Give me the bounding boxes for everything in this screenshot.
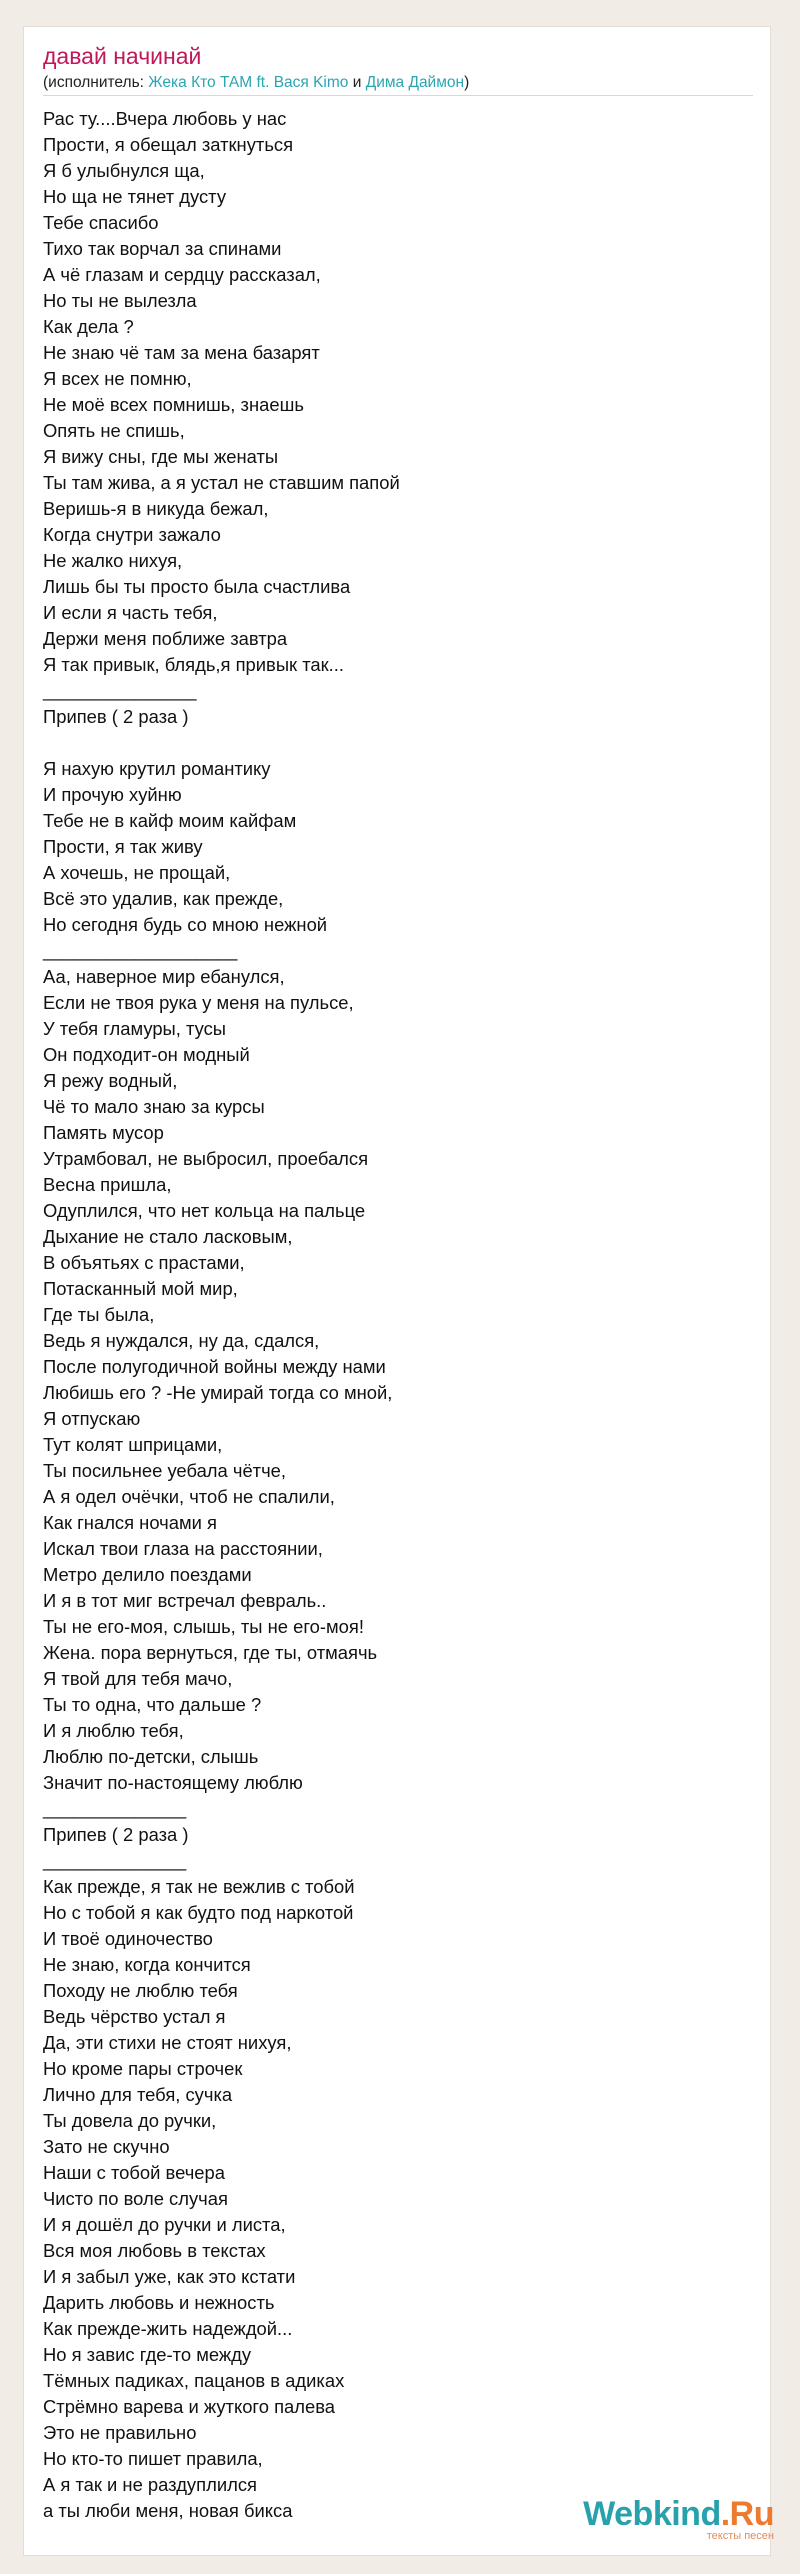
lyric-line: Припев ( 2 раза ) — [43, 706, 189, 727]
lyric-line: Одуплился, что нет кольца на пальце — [43, 1200, 366, 1221]
lyrics-text — [43, 106, 400, 2524]
lyric-line: Я нахую крутил романтику — [43, 758, 271, 779]
lyric-line: Чисто по воле случая — [43, 2188, 228, 2209]
credits-suffix: ) — [464, 74, 470, 91]
lyric-line: Ты довела до ручки, — [43, 2110, 217, 2131]
lyric-line: Ведь я нуждался, ну да, сдался, — [43, 1330, 320, 1351]
site-logo-tagline: тексты песен — [706, 2530, 774, 2542]
lyric-line: Ты посильнее уебала чётче, — [43, 1460, 287, 1481]
lyric-line: Ты не его-моя, слышь, ты не его-моя! — [43, 1616, 364, 1637]
lyric-line: Дыхание не стало ласковым, — [43, 1226, 293, 1247]
lyric-line: Значит по-настоящему люблю — [43, 1772, 303, 1793]
lyric-line — [43, 730, 400, 756]
lyric-line: Но кто-то пишет правила, — [43, 2448, 263, 2469]
lyric-line: Тут колят шприцами, — [43, 1434, 223, 1455]
lyric-line: Не жалко нихуя, — [43, 550, 183, 571]
lyric-line: Ты то одна, что дальше ? — [43, 1694, 262, 1715]
lyric-line: Припев ( 2 раза ) — [43, 1824, 189, 1845]
lyric-line: Аа, наверное мир ебанулся, — [43, 966, 285, 987]
lyric-line: Прости, я обещал заткнуться — [43, 134, 294, 155]
lyric-line: Как прежде, я так не вежлив с тобой — [43, 1876, 355, 1897]
lyric-line: Я твой для тебя мачо, — [43, 1668, 233, 1689]
lyric-line: Но ты не вылезла — [43, 290, 197, 311]
lyric-line: И если я часть тебя, — [43, 602, 218, 623]
lyric-line: Я б улыбнулся ща, — [43, 160, 205, 181]
lyric-line: А чё глазам и сердцу рассказал, — [43, 264, 321, 285]
lyric-line: Не знаю, когда кончится — [43, 1954, 251, 1975]
lyric-line: Держи меня поближе завтра — [43, 628, 288, 649]
lyric-line: Я отпускаю — [43, 1408, 141, 1429]
lyric-line: Опять не спишь, — [43, 420, 185, 441]
lyric-line: В объятьях с прастами, — [43, 1252, 245, 1273]
lyrics-card — [23, 26, 771, 2556]
lyric-line: ___________________ — [43, 940, 238, 961]
lyric-line: Память мусор — [43, 1122, 164, 1143]
lyric-line: И я дошёл до ручки и листа, — [43, 2214, 286, 2235]
lyric-line: И твоё одиночество — [43, 1928, 213, 1949]
lyric-line: Походу не люблю тебя — [43, 1980, 238, 2001]
lyric-line: У тебя гламуры, тусы — [43, 1018, 227, 1039]
lyric-line: Когда снутри зажало — [43, 524, 221, 545]
lyric-line: Если не твоя рука у меня на пульсе, — [43, 992, 354, 1013]
lyric-line: И я люблю тебя, — [43, 1720, 184, 1741]
lyric-line: Весна пришла, — [43, 1174, 172, 1195]
lyric-line: Лично для тебя, сучка — [43, 2084, 233, 2105]
lyric-line: Наши с тобой вечера — [43, 2162, 225, 2183]
lyric-line: Вся моя любовь в текстах — [43, 2240, 266, 2261]
lyric-line: Где ты была, — [43, 1304, 155, 1325]
lyric-line: Я всех не помню, — [43, 368, 192, 389]
lyric-line: Я режу водный, — [43, 1070, 178, 1091]
lyric-line: Ведь чёрство устал я — [43, 2006, 226, 2027]
lyric-line: И я забыл уже, как это кстати — [43, 2266, 296, 2287]
credits-prefix: (исполнитель: — [43, 74, 149, 91]
lyric-line: Как гнался ночами я — [43, 1512, 217, 1533]
lyric-line: Тёмных падиках, пацанов в адиках — [43, 2370, 345, 2391]
site-logo-wordmark: Webkind.Ru — [583, 2495, 774, 2533]
lyric-line: Это не правильно — [43, 2422, 197, 2443]
lyric-line: Любишь его ? -Не умирай тогда со мной, — [43, 1382, 393, 1403]
lyric-line: Люблю по-детски, слышь — [43, 1746, 259, 1767]
lyric-line: ______________ — [43, 1798, 187, 1819]
song-title: давай начинай — [43, 43, 202, 69]
lyric-line: Но сегодня будь со мною нежной — [43, 914, 328, 935]
lyric-line: Но ща не тянет дусту — [43, 186, 227, 207]
lyric-line: Тебе не в кайф моим кайфам — [43, 810, 297, 831]
lyric-line: Жена. пора вернуться, где ты, отмаячь — [43, 1642, 378, 1663]
lyric-line: Тебе спасибо — [43, 212, 159, 233]
lyric-line: Рас ту....Вчера любовь у нас — [43, 108, 287, 129]
lyric-line: Не знаю чё там за мена базарят — [43, 342, 320, 363]
lyric-line: а ты люби меня, новая бикса — [43, 2500, 293, 2521]
lyric-line: Я вижу сны, где мы женаты — [43, 446, 279, 467]
lyric-line: Веришь-я в никуда бежал, — [43, 498, 269, 519]
lyric-line: Потасканный мой мир, — [43, 1278, 238, 1299]
lyric-line: А я так и не раздуплился — [43, 2474, 257, 2495]
lyric-line: Всё это удалив, как прежде, — [43, 888, 284, 909]
lyric-line: Как прежде-жить надеждой... — [43, 2318, 293, 2339]
lyric-line: Я так привык, блядь,я привык так... — [43, 654, 345, 675]
lyric-line: Искал твои глаза на расстоянии, — [43, 1538, 323, 1559]
artist-link-dima[interactable]: Дима Даймон — [365, 74, 465, 91]
artist-credits — [43, 73, 469, 93]
lyric-line: Да, эти стихи не стоят нихуя, — [43, 2032, 292, 2053]
lyric-line: После полугодичной войны между нами — [43, 1356, 386, 1377]
lyric-line: Лишь бы ты просто была счастлива — [43, 576, 351, 597]
lyric-line: Стрёмно варева и жуткого палева — [43, 2396, 336, 2417]
site-logo — [583, 2496, 774, 2542]
lyric-line: Чё то мало знаю за курсы — [43, 1096, 265, 1117]
lyric-line: А хочешь, не прощай, — [43, 862, 231, 883]
lyric-line: Метро делило поездами — [43, 1564, 252, 1585]
lyric-line: А я одел очёчки, чтоб не спалили, — [43, 1486, 335, 1507]
lyric-line: Утрамбовал, не выбросил, проебался — [43, 1148, 369, 1169]
lyric-line: _______________ — [43, 680, 197, 701]
lyric-line: Но кроме пары строчек — [43, 2058, 243, 2079]
lyric-line: Тихо так ворчал за спинами — [43, 238, 282, 259]
lyric-line: Прости, я так живу — [43, 836, 203, 857]
lyric-line: Дарить любовь и нежность — [43, 2292, 275, 2313]
lyric-line: Зато не скучно — [43, 2136, 170, 2157]
artist-joiner: и — [348, 74, 366, 91]
lyric-line: ______________ — [43, 1850, 187, 1871]
lyric-line: Но с тобой я как будто под наркотой — [43, 1902, 354, 1923]
artist-link-zheka[interactable]: Жека Кто ТАМ ft. Вася Kimo — [148, 74, 349, 91]
lyric-line: Но я завис где-то между — [43, 2344, 252, 2365]
lyric-line: И прочую хуйню — [43, 784, 182, 805]
lyric-line: Как дела ? — [43, 316, 134, 337]
lyric-line: Ты там жива, а я устал не ставшим папой — [43, 472, 400, 493]
lyric-line: Он подходит-он модный — [43, 1044, 250, 1065]
title-divider — [43, 95, 753, 96]
lyric-line: Не моё всех помнишь, знаешь — [43, 394, 304, 415]
lyric-line: И я в тот миг встречал февраль.. — [43, 1590, 327, 1611]
